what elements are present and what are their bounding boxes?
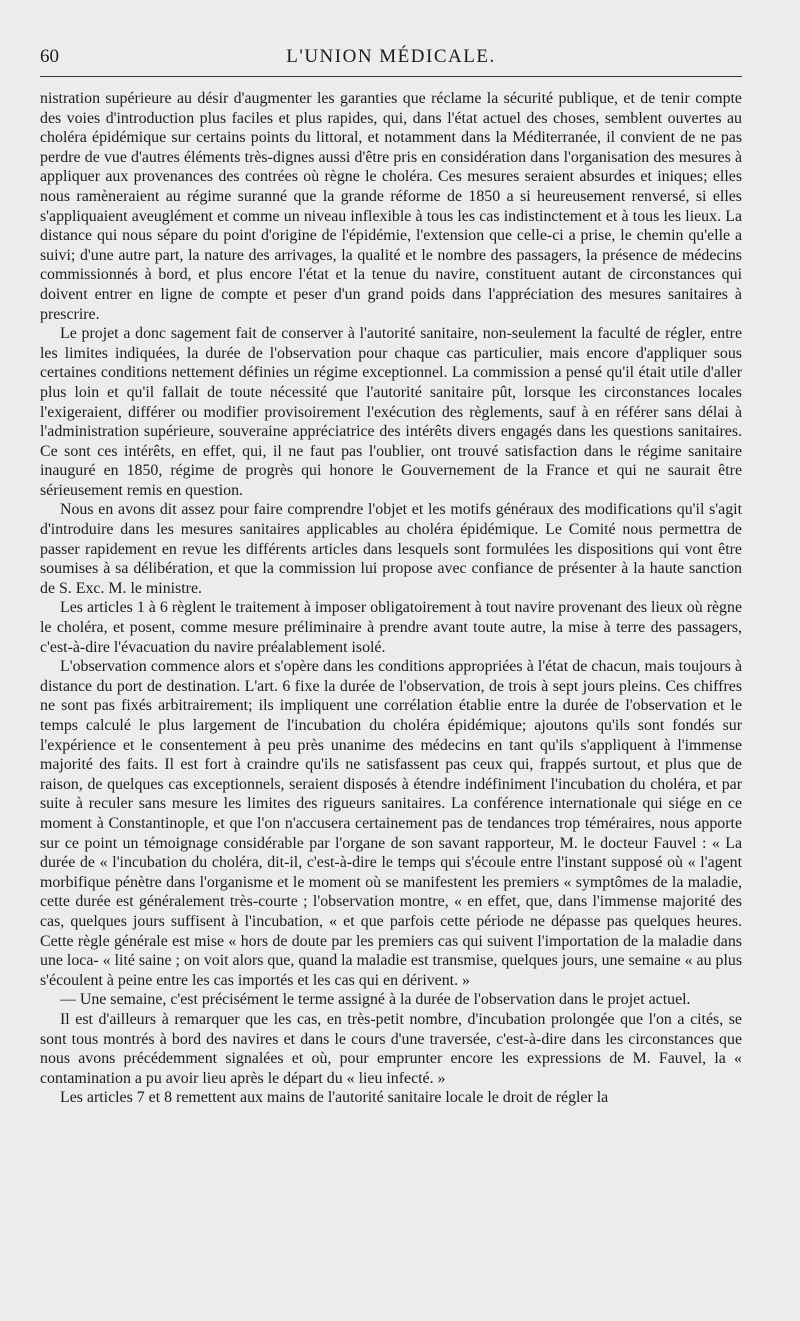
paragraph: Le projet a donc sagement fait de conserver à l'autorité sanitaire, non-seulement la faculté de régler, entre les limites indiquées, la durée de l'observation pour chaque cas particulier, mais encore d'appliquer sous certaines conditions nettement définies un régime exceptionnel. La commission a pensé qu'il était utile d'aller plus loin et qu'il fallait de toute nécessité que l'autorité sanitaire pût, lorsque les circonstances locales l'exigeraient, différer ou modifier provisoirement l'exécution des règlements, sauf à en référer sans délai à l'administration supérieure, souveraine appréciatrice des intérêts divers engagés dans les questions sanitaires. Ce sont ces intérêts, en effet, qui, il ne faut pas l'oublier, ont trouvé satisfaction dans le régime sanitaire inauguré en 1850, régime de progrès qui honore le Gouvernement de la France et qui ne saurait être sérieusement remis en question. — [40, 325, 742, 499]
paragraph: L'observation commence alors et s'opère dans les conditions appropriées à l'état de chacun, mais toujours à distance du port de destination. L'art. 6 fixe la durée de l'observation, de trois à sept jours pleins. Ces chiffres ne sont pas fixés arbitrairement; ils impliquent une corrélation établie entre la durée de l'observation et le temps calculé le plus largement de l'incubation du choléra épidémique; ajoutons qu'ils sont fondés sur l'expérience et le consentement à peu près unanime des médecins en tant qu'ils s'appliquent à l'immense majorité des faits. Il est fort à craindre qu'ils ne satisfassent pas ceux qui, frappés surtout, et plus que de raison, de quelques cas exceptionnels, seraient disposés à étendre indéfiniment l'incubation du choléra, et par suite à reculer sans mesure les limites des rigueurs sanitaires. La conférence internationale qui siége en ce moment à Constantinople, et que l'on n'accusera certainement pas de tendances trop téméraires, nous apporte sur ce point un témoignage considérable par l'organe de son savant rapporteur, M. le docteur Fauvel : « La durée de « l'incubation du choléra, dit-il, c'est-à-dire le temps qui s'écoule entre l'instant supposé où « l'agent morbifique pénètre dans l'organisme et le moment où se manifestent les premiers « symptômes de la maladie, cette durée est généralement très-courte ; l'observation montre, « en effet, que, dans l'immense majorité des cas, quelques jours suffisent à l'incubation, « et que parfois cette période ne dépasse pas quelques heures. Cette règle générale est mise « hors de doute par les premiers cas qui suivent l'importation de la maladie dans une loca- « lité saine ; on voit alors que, quand la maladie est transmise, quelques jours, une semaine « au plus s'écoulent à peine entre les cas importés et les cas qui en dérivent. » — [40, 658, 742, 989]
page-header — [40, 40, 742, 77]
page-number: 60 — [40, 46, 59, 67]
paragraph: nistration supérieure au désir d'augmenter les garanties que réclame la sécurité publique, et de tenir compte des voies d'introduction plus faciles et plus rapides, qui, dans l'état actuel des choses, semblent ouvertes au choléra épidémique sur certains points du littoral, et notamment dans la Méditerranée, il convient de ne pas perdre de vue d'autres éléments très-dignes aussi d'être pris en considération dans l'organisation des mesures à appliquer aux provenances des contrées où règne le choléra. Ces mesures seraient absurdes et iniques; elles nous ramèneraient au régime suranné que la grande réforme de 1850 a si heureusement renversé, si elles s'appliquaient aveuglément et comme un niveau inflexible à tous les cas indistinctement et à tous les lieux. La distance qui nous sépare du point d'origine de l'épidémie, l'extension que celle-ci a prise, le chemin qu'elle a suivi; d'une autre part, la nature des arrivages, la qualité et le nombre des passagers, la présence de médecins commissionnés à bord, et plus encore l'état et la tenue du navire, constituent autant de circonstances qui doivent entrer en ligne de compte et peser d'un grand poids dans l'appréciation des mesures sanitaires à prescrire. — [40, 90, 742, 323]
paragraph: Nous en avons dit assez pour faire comprendre l'objet et les motifs généraux des modifications qu'il s'agit d'introduire dans les mesures sanitaires applicables au choléra épidémique. Le Comité nous permettra de passer rapidement en revue les différents articles dans lesquels sont formulées les dispositions qui vont être soumises à sa délibération, et que la commission lui propose avec confiance de présenter à la haute sanction de S. Exc. M. le ministre. — [40, 501, 742, 597]
paragraph: Les articles 1 à 6 règlent le traitement à imposer obligatoirement à tout navire provenant des lieux où règne le choléra, et posent, comme mesure préliminaire à prendre avant toute autre, la mise à terre des passagers, c'est-à-dire l'évacuation du navire préalablement isolé. — [40, 599, 742, 656]
body-text — [40, 89, 742, 1108]
paragraph: — Une semaine, c'est précisément le terme assigné à la durée de l'observation dans le projet actuel. — [60, 991, 691, 1009]
running-title: L'UNION MÉDICALE. — [286, 46, 496, 67]
paragraph: Il est d'ailleurs à remarquer que les cas, en très-petit nombre, d'incubation prolongée que l'on a cités, se sont tous montrés à bord des navires et dans le cours d'une traversée, c'est-à-dire dans les circonstances que nous avons précédemment signalées et où, pour emprunter encore les expressions de M. Fauvel, la « contamination a pu avoir lieu après le départ du « lieu infecté. » — [40, 1010, 742, 1087]
paragraph: Les articles 7 et 8 remettent aux mains de l'autorité sanitaire locale le droit de régler la — [60, 1089, 609, 1107]
